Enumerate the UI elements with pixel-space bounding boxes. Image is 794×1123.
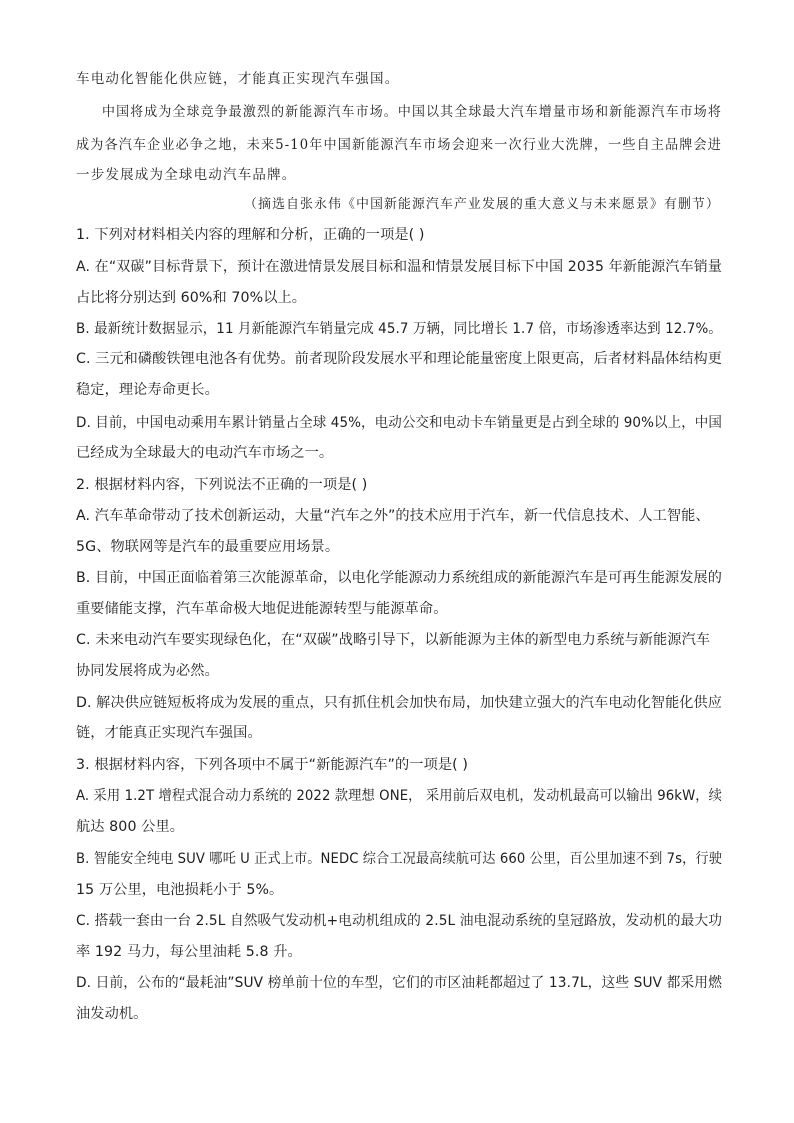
option-d-cont: 已经成为全球最大的电动汽车市场之一。 [76,445,334,461]
passage-line: 一步发展成为全球电动汽车品牌。 [76,167,297,183]
option-b-cont: 重要储能支撑，汽车革命极大地促进能源转型与能源革命。 [76,601,448,617]
option-c-cont: 协同发展将成为必然。 [76,663,219,679]
option-a-cont: 航达 800 公里。 [76,819,185,835]
option-b: B. 目前，中国正面临着第三次能源革命，以电化学能源动力系统组成的新能源汽车是可再生能源发展的 [76,570,722,586]
option-a: A. 采用 1.2T 增程式混合动力系统的 2022 款理想 ONE， 采用前后双电机，发动机最高可以输出 96kW，续 [76,788,723,804]
passage-line: 车电动化智能化供应链，才能真正实现汽车强国。 [76,71,400,87]
option-a: A. 汽车革命带动了技术创新运动，大量“汽车之外”的技术应用于汽车，新一代信息技术、人工智能、 [76,508,710,524]
option-d-cont: 油发动机。 [76,1006,148,1022]
option-c: C. 未来电动汽车要实现绿色化，在“双碳”战略引导下，以新能源为主体的新型电力系统与新能源汽车 [76,632,711,648]
option-c-cont: 率 192 马力，每公里油耗 5.8 升。 [76,944,302,960]
option-d-cont: 链，才能真正实现汽车强国。 [76,725,262,741]
passage-source: （摘选自张永伟《中国新能源汽车产业发展的重大意义与未来愿景》有删节） [244,197,720,212]
passage-line: 成为各汽车企业必争之地，未来5-10年中国新能源汽车市场会迎来一次行业大洗牌，一些自主品牌会进 [76,137,723,153]
question-stem: 3. 根据材料内容，下列各项中不属于“新能源汽车”的一项是( ) [76,757,469,773]
option-b: B. 智能安全纯电 SUV 哪吒 U 正式上市。NEDC 综合工况最高续航可达 660 公里，百公里加速不到 7s，行驶 [76,851,722,867]
option-b: B. 最新统计数据显示，11 月新能源汽车销量完成 45.7 万辆，同比增长 1.7 倍，市场渗透率达到 12.7%。 [76,321,722,337]
option-d: D. 目前，中国电动乘用车累计销量占全球 45%，电动公交和电动卡车销量更是占到全球的 90%以上，中国 [76,415,722,431]
option-a-cont: 占比将分别达到 60%和 70%以上。 [76,290,307,306]
option-d: D. 解决供应链短板将成为发展的重点，只有抓住机会加快布局，加快建立强大的汽车电动化智能化供应 [76,695,722,711]
question-stem: 2. 根据材料内容，下列说法不正确的一项是( ) [76,477,368,493]
option-b-cont: 15 万公里，电池损耗小于 5%。 [76,882,284,898]
option-a-cont: 5G、物联网等是汽车的最重要应用场景。 [76,539,340,555]
option-d: D. 日前，公布的“最耗油”SUV 榜单前十位的车型，它们的市区油耗都超过了 13.7L，这些 SUV 都采用燃 [76,975,722,991]
question-stem: 1. 下列对材料相关内容的理解和分析，正确的一项是( ) [76,227,425,243]
option-a: A. 在“双碳”目标背景下，预计在激进情景发展目标和温和情景发展目标下中国 2035 年新能源汽车销量 [76,259,723,275]
option-c: C. 三元和磷酸铁锂电池各有优势。前者现阶段发展水平和理论能量密度上限更高，后者材料晶体结构更 [76,351,723,367]
option-c-cont: 稳定，理论寿命更长。 [76,382,219,398]
option-c: C. 搭载一套由一台 2.5L 自然吸气发动机+电动机组成的 2.5L 油电混动系统的皇冠路放，发动机的最大功 [76,913,723,929]
passage-line: 中国将成为全球竞争最激烈的新能源汽车市场。中国以其全球最大汽车增量市场和新能源汽车市场将 [102,104,722,120]
